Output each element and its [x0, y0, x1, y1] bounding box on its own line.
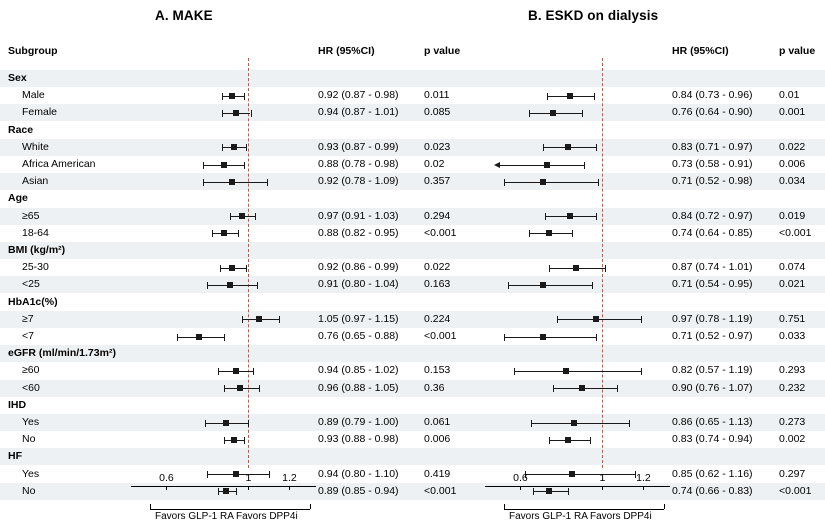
ci-cap-upper	[238, 230, 239, 237]
point-estimate-marker	[229, 265, 235, 271]
hr-value-panel-a: 0.92 (0.86 - 0.99)	[318, 261, 399, 274]
p-value-panel-a: 0.023	[424, 140, 451, 153]
row-label: Race	[8, 123, 34, 136]
ci-cap-upper	[244, 162, 245, 169]
ci-cap-upper	[255, 213, 256, 220]
point-estimate-marker	[544, 162, 550, 168]
point-estimate-marker	[233, 471, 239, 477]
ci-cap-upper	[251, 110, 252, 117]
favors-axis-cap	[310, 504, 311, 509]
ci-cap-lower	[205, 420, 206, 427]
column-header-pvalue-panel-a: p value	[424, 45, 461, 57]
ci-cap-upper	[572, 230, 573, 237]
ci-cap-upper	[246, 144, 247, 151]
p-value-panel-b: 0.297	[779, 467, 806, 480]
row-label: ≥7	[22, 312, 34, 325]
group-header-row	[0, 190, 825, 207]
row-label: Yes	[22, 416, 40, 428]
p-value-panel-a: 0.224	[424, 312, 451, 325]
subgroup-row	[0, 414, 825, 431]
point-estimate-marker	[196, 334, 202, 340]
confidence-interval-line	[553, 388, 617, 389]
row-label: 25-30	[22, 261, 49, 274]
point-estimate-marker	[223, 488, 229, 494]
column-header-pvalue-panel-b: p value	[779, 45, 816, 57]
hr-value-panel-b: 0.71 (0.52 - 0.98)	[672, 175, 753, 188]
subgroup-row	[0, 208, 825, 225]
row-label: Africa American	[22, 158, 96, 170]
row-label: Yes	[22, 467, 40, 480]
hr-value-panel-b: 0.87 (0.74 - 1.01)	[672, 261, 753, 274]
hr-value-panel-b: 0.83 (0.71 - 0.97)	[672, 140, 753, 153]
p-value-panel-a: <0.001	[424, 226, 457, 239]
hr-value-panel-b: 0.84 (0.72 - 0.97)	[672, 209, 753, 222]
hr-value-panel-a: 0.97 (0.91 - 1.03)	[318, 209, 399, 222]
hr-value-panel-b: 0.74 (0.64 - 0.85)	[672, 226, 753, 239]
favors-axis-cap	[664, 504, 665, 509]
p-value-panel-a: 0.419	[424, 467, 451, 480]
favors-axis-cap	[504, 504, 505, 509]
row-label: ≥65	[22, 209, 40, 222]
confidence-interval-line	[514, 371, 641, 372]
ci-cap-lower	[212, 230, 213, 237]
ci-cap-upper	[267, 179, 268, 186]
point-estimate-marker	[540, 179, 546, 185]
hr-value-panel-a: 0.92 (0.78 - 1.09)	[318, 175, 399, 188]
p-value-panel-b: 0.034	[779, 175, 806, 188]
point-estimate-marker	[563, 368, 569, 374]
hr-value-panel-a: 0.96 (0.88 - 1.05)	[318, 381, 399, 394]
axis-tick-label: 1.2	[636, 472, 651, 484]
ci-cap-lower	[549, 437, 550, 444]
p-value-panel-b: 0.232	[779, 381, 806, 394]
p-value-panel-a: 0.163	[424, 278, 451, 291]
p-value-panel-a: 0.061	[424, 416, 451, 428]
hr-value-panel-a: 1.05 (0.97 - 1.15)	[318, 312, 399, 325]
subgroup-row	[0, 173, 825, 190]
point-estimate-marker	[231, 437, 237, 443]
ci-cap-upper	[598, 179, 599, 186]
ci-cap-lower	[222, 110, 223, 117]
ci-cap-upper	[269, 471, 270, 478]
subgroup-row	[0, 311, 825, 328]
group-header-row	[0, 70, 825, 87]
p-value-panel-b: <0.001	[779, 484, 812, 497]
subgroup-row	[0, 259, 825, 276]
ci-cap-lower	[218, 368, 219, 375]
row-label: <25	[22, 278, 40, 291]
point-estimate-marker	[540, 334, 546, 340]
ci-cap-lower	[230, 213, 231, 220]
hr-value-panel-a: 0.88 (0.78 - 0.98)	[318, 158, 399, 170]
hr-value-panel-b: 0.97 (0.78 - 1.19)	[672, 312, 753, 325]
ci-cap-upper	[253, 368, 254, 375]
hr-value-panel-b: 0.84 (0.73 - 0.96)	[672, 89, 753, 102]
p-value-panel-a: 0.02	[424, 158, 445, 170]
point-estimate-marker	[565, 144, 571, 150]
ci-cap-lower	[207, 282, 208, 289]
subgroup-row	[0, 380, 825, 397]
ci-cap-lower	[529, 110, 530, 117]
confidence-interval-line	[500, 165, 584, 166]
ci-cap-upper	[590, 437, 591, 444]
hr-value-panel-a: 0.94 (0.80 - 1.10)	[318, 467, 399, 480]
hr-value-panel-a: 0.89 (0.79 - 1.00)	[318, 416, 399, 428]
row-label: IHD	[8, 398, 27, 411]
column-header-hr-panel-b: HR (95%CI)	[672, 45, 729, 57]
ci-cap-lower	[222, 144, 223, 151]
hr-value-panel-b: 0.82 (0.57 - 1.19)	[672, 364, 753, 377]
hr-value-panel-b: 0.74 (0.66 - 0.83)	[672, 484, 753, 497]
point-estimate-marker	[233, 110, 239, 116]
axis-tick-label: 0.6	[159, 472, 174, 484]
point-estimate-marker	[540, 282, 546, 288]
ci-cap-upper	[641, 368, 642, 375]
axis-tick	[602, 486, 603, 490]
ci-cap-upper	[594, 93, 595, 100]
favors-axis-cap	[150, 504, 151, 509]
ci-cap-upper	[582, 110, 583, 117]
ci-cap-upper	[244, 437, 245, 444]
point-estimate-marker	[579, 385, 585, 391]
favors-left-label: Favors GLP-1 RA	[155, 511, 234, 522]
favors-right-label: Favors DPP4i	[236, 511, 298, 522]
point-estimate-marker	[546, 488, 552, 494]
axis-tick-label: 0.6	[513, 472, 528, 484]
axis-tick	[248, 486, 249, 490]
point-estimate-marker	[233, 368, 239, 374]
ci-cap-upper	[596, 334, 597, 341]
p-value-panel-a: 0.022	[424, 261, 451, 274]
hr-value-panel-b: 0.85 (0.62 - 1.16)	[672, 467, 753, 480]
p-value-panel-b: 0.01	[779, 89, 800, 102]
ci-cap-upper	[596, 144, 597, 151]
panel-a-title: A. MAKE	[155, 8, 213, 23]
point-estimate-marker	[565, 437, 571, 443]
point-estimate-marker	[593, 316, 599, 322]
ci-cap-upper	[244, 93, 245, 100]
p-value-panel-b: 0.002	[779, 433, 806, 446]
favors-axis-panel-b	[504, 509, 664, 510]
ci-cap-upper	[596, 213, 597, 220]
row-label: No	[22, 433, 36, 446]
hr-value-panel-a: 0.92 (0.87 - 0.98)	[318, 89, 399, 102]
hr-value-panel-b: 0.71 (0.54 - 0.95)	[672, 278, 753, 291]
row-label: 18-64	[22, 226, 49, 239]
ci-cap-lower	[242, 316, 243, 323]
x-axis-panel-b	[485, 486, 670, 487]
ci-cap-lower	[533, 488, 534, 495]
x-axis-panel-a	[131, 486, 316, 487]
p-value-panel-a: 0.294	[424, 209, 451, 222]
point-estimate-marker	[229, 179, 235, 185]
row-label: ≥60	[22, 364, 40, 377]
p-value-panel-b: 0.273	[779, 416, 806, 428]
point-estimate-marker	[221, 162, 227, 168]
subgroup-row	[0, 466, 825, 483]
ci-cap-upper	[629, 420, 630, 427]
ci-cap-lower	[177, 334, 178, 341]
column-header-hr-panel-a: HR (95%CI)	[318, 45, 375, 57]
favors-right-label: Favors DPP4i	[590, 511, 652, 522]
group-header-row	[0, 448, 825, 465]
ci-cap-lower	[545, 213, 546, 220]
confidence-interval-line	[504, 182, 598, 183]
ci-cap-lower	[222, 93, 223, 100]
subgroup-row	[0, 431, 825, 448]
point-estimate-marker	[569, 471, 575, 477]
ci-cap-upper	[257, 282, 258, 289]
point-estimate-marker	[567, 213, 573, 219]
hr-value-panel-b: 0.90 (0.76 - 1.07)	[672, 381, 753, 394]
point-estimate-marker	[227, 282, 233, 288]
favors-left-label: Favors GLP-1 RA	[509, 511, 588, 522]
row-label: <60	[22, 381, 40, 394]
subgroup-row	[0, 276, 825, 293]
ci-cap-upper	[617, 385, 618, 392]
ci-cap-upper	[236, 488, 237, 495]
subgroup-row	[0, 156, 825, 173]
ci-cap-lower	[529, 230, 530, 237]
row-label: HF	[8, 450, 22, 463]
ci-cap-lower	[553, 385, 554, 392]
ci-cap-lower	[549, 265, 550, 272]
group-header-row	[0, 345, 825, 362]
confidence-interval-line	[203, 182, 267, 183]
p-value-panel-b: 0.074	[779, 261, 806, 274]
column-header-subgroup: Subgroup	[8, 45, 58, 57]
p-value-panel-a: 0.011	[424, 89, 450, 102]
reference-line-panel-a	[248, 58, 249, 468]
point-estimate-marker	[550, 110, 556, 116]
hr-value-panel-b: 0.71 (0.52 - 0.97)	[672, 330, 753, 342]
subgroup-row	[0, 328, 825, 345]
ci-cap-lower	[207, 471, 208, 478]
confidence-interval-line	[504, 337, 596, 338]
subgroup-row	[0, 87, 825, 104]
ci-cap-lower	[557, 316, 558, 323]
ci-cap-upper	[592, 282, 593, 289]
hr-value-panel-a: 0.89 (0.85 - 0.94)	[318, 484, 399, 497]
point-estimate-marker	[223, 420, 229, 426]
hr-value-panel-b: 0.86 (0.65 - 1.13)	[672, 416, 753, 428]
p-value-panel-b: 0.001	[779, 106, 806, 119]
point-estimate-marker	[239, 213, 245, 219]
axis-tick	[289, 486, 290, 490]
subgroup-row	[0, 225, 825, 242]
p-value-panel-b: <0.001	[779, 226, 812, 239]
plot-area-panel-a	[150, 58, 310, 468]
point-estimate-marker	[231, 144, 237, 150]
point-estimate-marker	[571, 420, 577, 426]
p-value-panel-b: 0.293	[779, 364, 806, 377]
point-estimate-marker	[573, 265, 579, 271]
ci-cap-upper	[279, 316, 280, 323]
group-header-row	[0, 397, 825, 414]
point-estimate-marker	[229, 93, 235, 99]
plot-area-panel-b	[504, 58, 664, 468]
point-estimate-marker	[546, 230, 552, 236]
ci-cap-lower	[224, 437, 225, 444]
ci-cap-lower	[504, 334, 505, 341]
ci-cap-upper	[584, 162, 585, 169]
ci-cap-lower	[504, 179, 505, 186]
axis-tick-label: 1.2	[282, 472, 297, 484]
p-value-panel-b: 0.033	[779, 330, 806, 342]
confidence-interval-line	[525, 474, 636, 475]
hr-value-panel-a: 0.93 (0.87 - 0.99)	[318, 140, 399, 153]
ci-cap-upper	[259, 385, 260, 392]
row-label: BMI (kg/m²)	[8, 244, 66, 256]
p-value-panel-a: <0.001	[424, 484, 457, 497]
confidence-interval-line	[557, 319, 641, 320]
hr-value-panel-a: 0.88 (0.82 - 0.95)	[318, 226, 399, 239]
p-value-panel-b: 0.019	[779, 209, 806, 222]
reference-line-panel-b	[602, 58, 603, 468]
point-estimate-marker	[237, 385, 243, 391]
ci-cap-upper	[605, 265, 606, 272]
confidence-interval-line	[531, 423, 629, 424]
group-header-row	[0, 122, 825, 139]
ci-cap-lower	[531, 420, 532, 427]
hr-value-panel-a: 0.94 (0.87 - 1.01)	[318, 106, 399, 119]
p-value-panel-a: 0.357	[424, 175, 451, 188]
axis-tick-label: 1	[245, 472, 252, 484]
ci-cap-lower	[203, 162, 204, 169]
row-label: eGFR (ml/min/1.73m²)	[8, 347, 116, 360]
ci-cap-lower	[514, 368, 515, 375]
confidence-interval-line	[508, 285, 592, 286]
ci-cap-lower	[543, 144, 544, 151]
row-label: Female	[22, 106, 58, 119]
axis-tick	[520, 486, 521, 490]
p-value-panel-a: 0.006	[424, 433, 451, 446]
ci-cap-lower	[220, 265, 221, 272]
row-label: Sex	[8, 72, 27, 84]
hr-value-panel-a: 0.93 (0.88 - 0.98)	[318, 433, 399, 446]
row-label: HbA1c(%)	[8, 295, 58, 308]
point-estimate-marker	[256, 316, 262, 322]
ci-cap-upper	[246, 265, 247, 272]
ci-cap-upper	[641, 316, 642, 323]
row-label: White	[22, 140, 49, 153]
ci-cap-lower	[203, 179, 204, 186]
row-label: <7	[22, 330, 34, 342]
ci-cap-lower	[224, 385, 225, 392]
hr-value-panel-b: 0.76 (0.64 - 0.90)	[672, 106, 753, 119]
subgroup-row	[0, 139, 825, 156]
p-value-panel-a: 0.085	[424, 106, 451, 119]
hr-value-panel-a: 0.94 (0.85 - 1.02)	[318, 364, 399, 377]
p-value-panel-b: 0.022	[779, 140, 806, 153]
p-value-panel-b: 0.751	[779, 312, 806, 325]
hr-value-panel-a: 0.76 (0.65 - 0.88)	[318, 330, 399, 342]
point-estimate-marker	[221, 230, 227, 236]
ci-cap-lower	[218, 488, 219, 495]
hr-value-panel-b: 0.73 (0.58 - 0.91)	[672, 158, 753, 170]
favors-axis-panel-a	[150, 509, 310, 510]
row-label: Male	[22, 89, 45, 102]
hr-value-panel-b: 0.83 (0.74 - 0.94)	[672, 433, 753, 446]
p-value-panel-a: <0.001	[424, 330, 457, 342]
ci-cap-lower	[508, 282, 509, 289]
axis-tick	[166, 486, 167, 490]
p-value-panel-a: 0.36	[424, 381, 445, 394]
ci-cap-lower	[547, 93, 548, 100]
row-label: No	[22, 484, 36, 497]
ci-left-arrow	[494, 162, 500, 168]
ci-cap-upper	[224, 334, 225, 341]
group-header-row	[0, 294, 825, 311]
p-value-panel-a: 0.153	[424, 364, 451, 377]
ci-cap-upper	[568, 488, 569, 495]
axis-tick	[643, 486, 644, 490]
point-estimate-marker	[567, 93, 573, 99]
p-value-panel-b: 0.021	[779, 278, 806, 291]
subgroup-row	[0, 483, 825, 500]
group-header-row	[0, 242, 825, 259]
axis-tick-label: 1	[599, 472, 606, 484]
row-label: Asian	[22, 175, 49, 188]
subgroup-row	[0, 362, 825, 379]
hr-value-panel-a: 0.91 (0.80 - 1.04)	[318, 278, 399, 291]
ci-cap-upper	[248, 420, 249, 427]
p-value-panel-b: 0.006	[779, 158, 806, 170]
panel-b-title: B. ESKD on dialysis	[528, 8, 659, 23]
subgroup-row	[0, 104, 825, 121]
row-label: Age	[8, 192, 28, 205]
